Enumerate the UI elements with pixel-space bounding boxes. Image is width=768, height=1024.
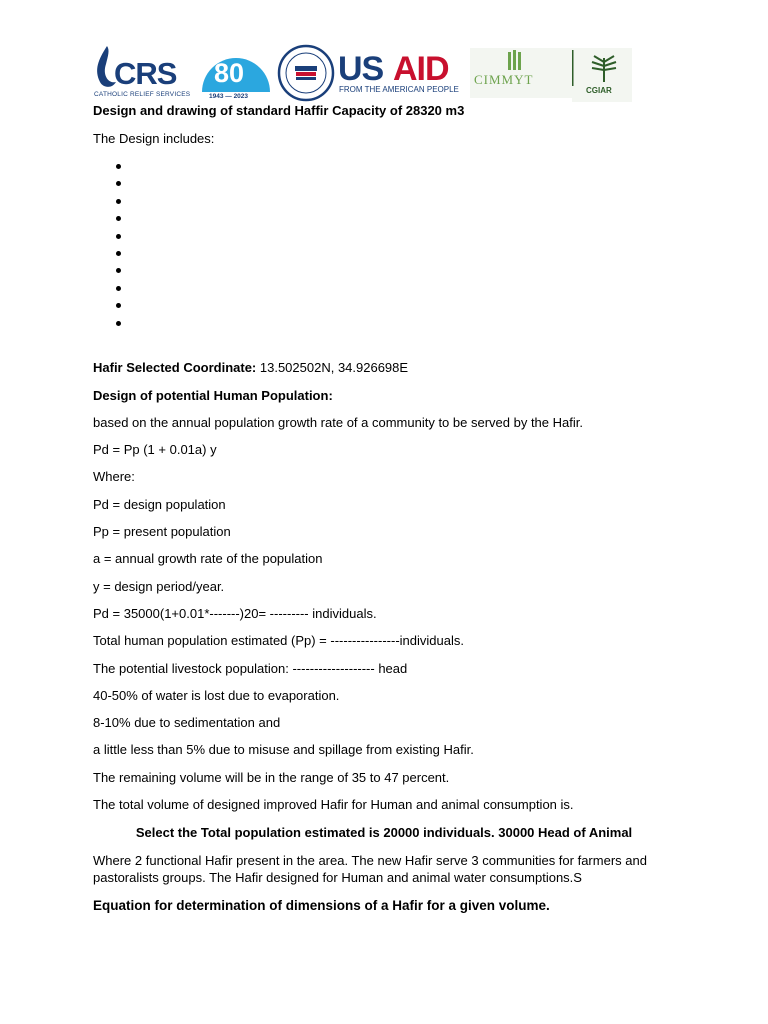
equation-heading: Equation for determination of dimensions of a Hafir for a given volume. — [93, 898, 550, 913]
coordinate-label: Hafir Selected Coordinate: — [93, 360, 257, 375]
document-title: Design and drawing of standard Haffir Capacity of 28320 m3 — [93, 103, 465, 118]
selected-total-line: Select the Total population estimated is 20000 individuals. 30000 Head of Animal — [135, 825, 633, 840]
cgiar-logo — [572, 48, 632, 102]
coordinate-line — [93, 360, 408, 376]
usaid-seal — [276, 44, 336, 102]
usaid-aid: AID — [393, 50, 449, 88]
body-line: Total human population estimated (Pp) = ----------------individuals. — [93, 633, 464, 648]
usaid-seal-icon — [276, 44, 336, 102]
bullet-point — [116, 303, 121, 308]
bullet-point — [116, 286, 121, 291]
bullet-point — [116, 268, 121, 273]
bullet-point — [116, 251, 121, 256]
body-line: 40-50% of water is lost due to evaporation. — [93, 688, 340, 703]
cimmyt-wordmark: CIMMYT — [474, 72, 534, 87]
maize-icon — [498, 50, 528, 72]
usaid-logo — [338, 50, 468, 98]
bullet-point — [116, 181, 121, 186]
cgiar-wordmark: CGIAR — [586, 86, 612, 95]
bullet-point — [116, 199, 121, 204]
anniversary-logo — [200, 46, 272, 102]
body-line: Pd = design population — [93, 497, 226, 512]
body-line: The potential livestock population: ------------------- head — [93, 661, 408, 676]
crs-logo — [92, 42, 192, 102]
body-line: based on the annual population growth rate of a community to be served by the Hafir. — [93, 415, 583, 430]
body-line: y = design period/year. — [93, 579, 225, 594]
body-line: Pp = present population — [93, 524, 231, 539]
body-line: The remaining volume will be in the range of 35 to 47 percent. — [93, 770, 450, 785]
body-line: The total volume of designed improved Hafir for Human and animal consumption is. — [93, 797, 574, 812]
body-line: a = annual growth rate of the population — [93, 551, 323, 566]
anniversary-number: 80 — [214, 58, 245, 88]
formula-line: Pd = Pp (1 + 0.01a) y — [93, 442, 217, 457]
logo-divider — [572, 50, 574, 86]
usaid-tagline: FROM THE AMERICAN PEOPLE — [339, 85, 459, 94]
body-line: a little less than 5% due to misuse and spillage from existing Hafir. — [93, 742, 474, 757]
coordinate-value: 13.502502N, 34.926698E — [256, 360, 409, 375]
bullet-point — [116, 321, 121, 326]
section-heading: Design of potential Human Population: — [93, 388, 333, 403]
logo-strip — [92, 42, 632, 102]
body-line: Where: — [93, 469, 135, 484]
body-line: 8-10% due to sedimentation and — [93, 715, 281, 730]
crs-wordmark: CRS — [114, 56, 177, 91]
cimmyt-logo — [470, 48, 580, 98]
crs-subtitle: CATHOLIC RELIEF SERVICES — [94, 91, 191, 98]
design-intro: The Design includes: — [93, 131, 215, 146]
bullet-point — [116, 234, 121, 239]
wheat-icon — [584, 52, 624, 84]
usaid-us: US — [338, 50, 384, 88]
anniversary-years: 1943 — 2023 — [209, 93, 249, 100]
bullet-point — [116, 164, 121, 169]
formula-line: Pd = 35000(1+0.01*-------)20= --------- individuals. — [93, 606, 377, 621]
hafir-paragraph: Where 2 functional Hafir present in the area. The new Hafir serve 3 communities for farmers and pastoralists groups. The Hafir designed for Human and animal water consumptions.S — [93, 853, 647, 885]
bullet-point — [116, 216, 121, 221]
